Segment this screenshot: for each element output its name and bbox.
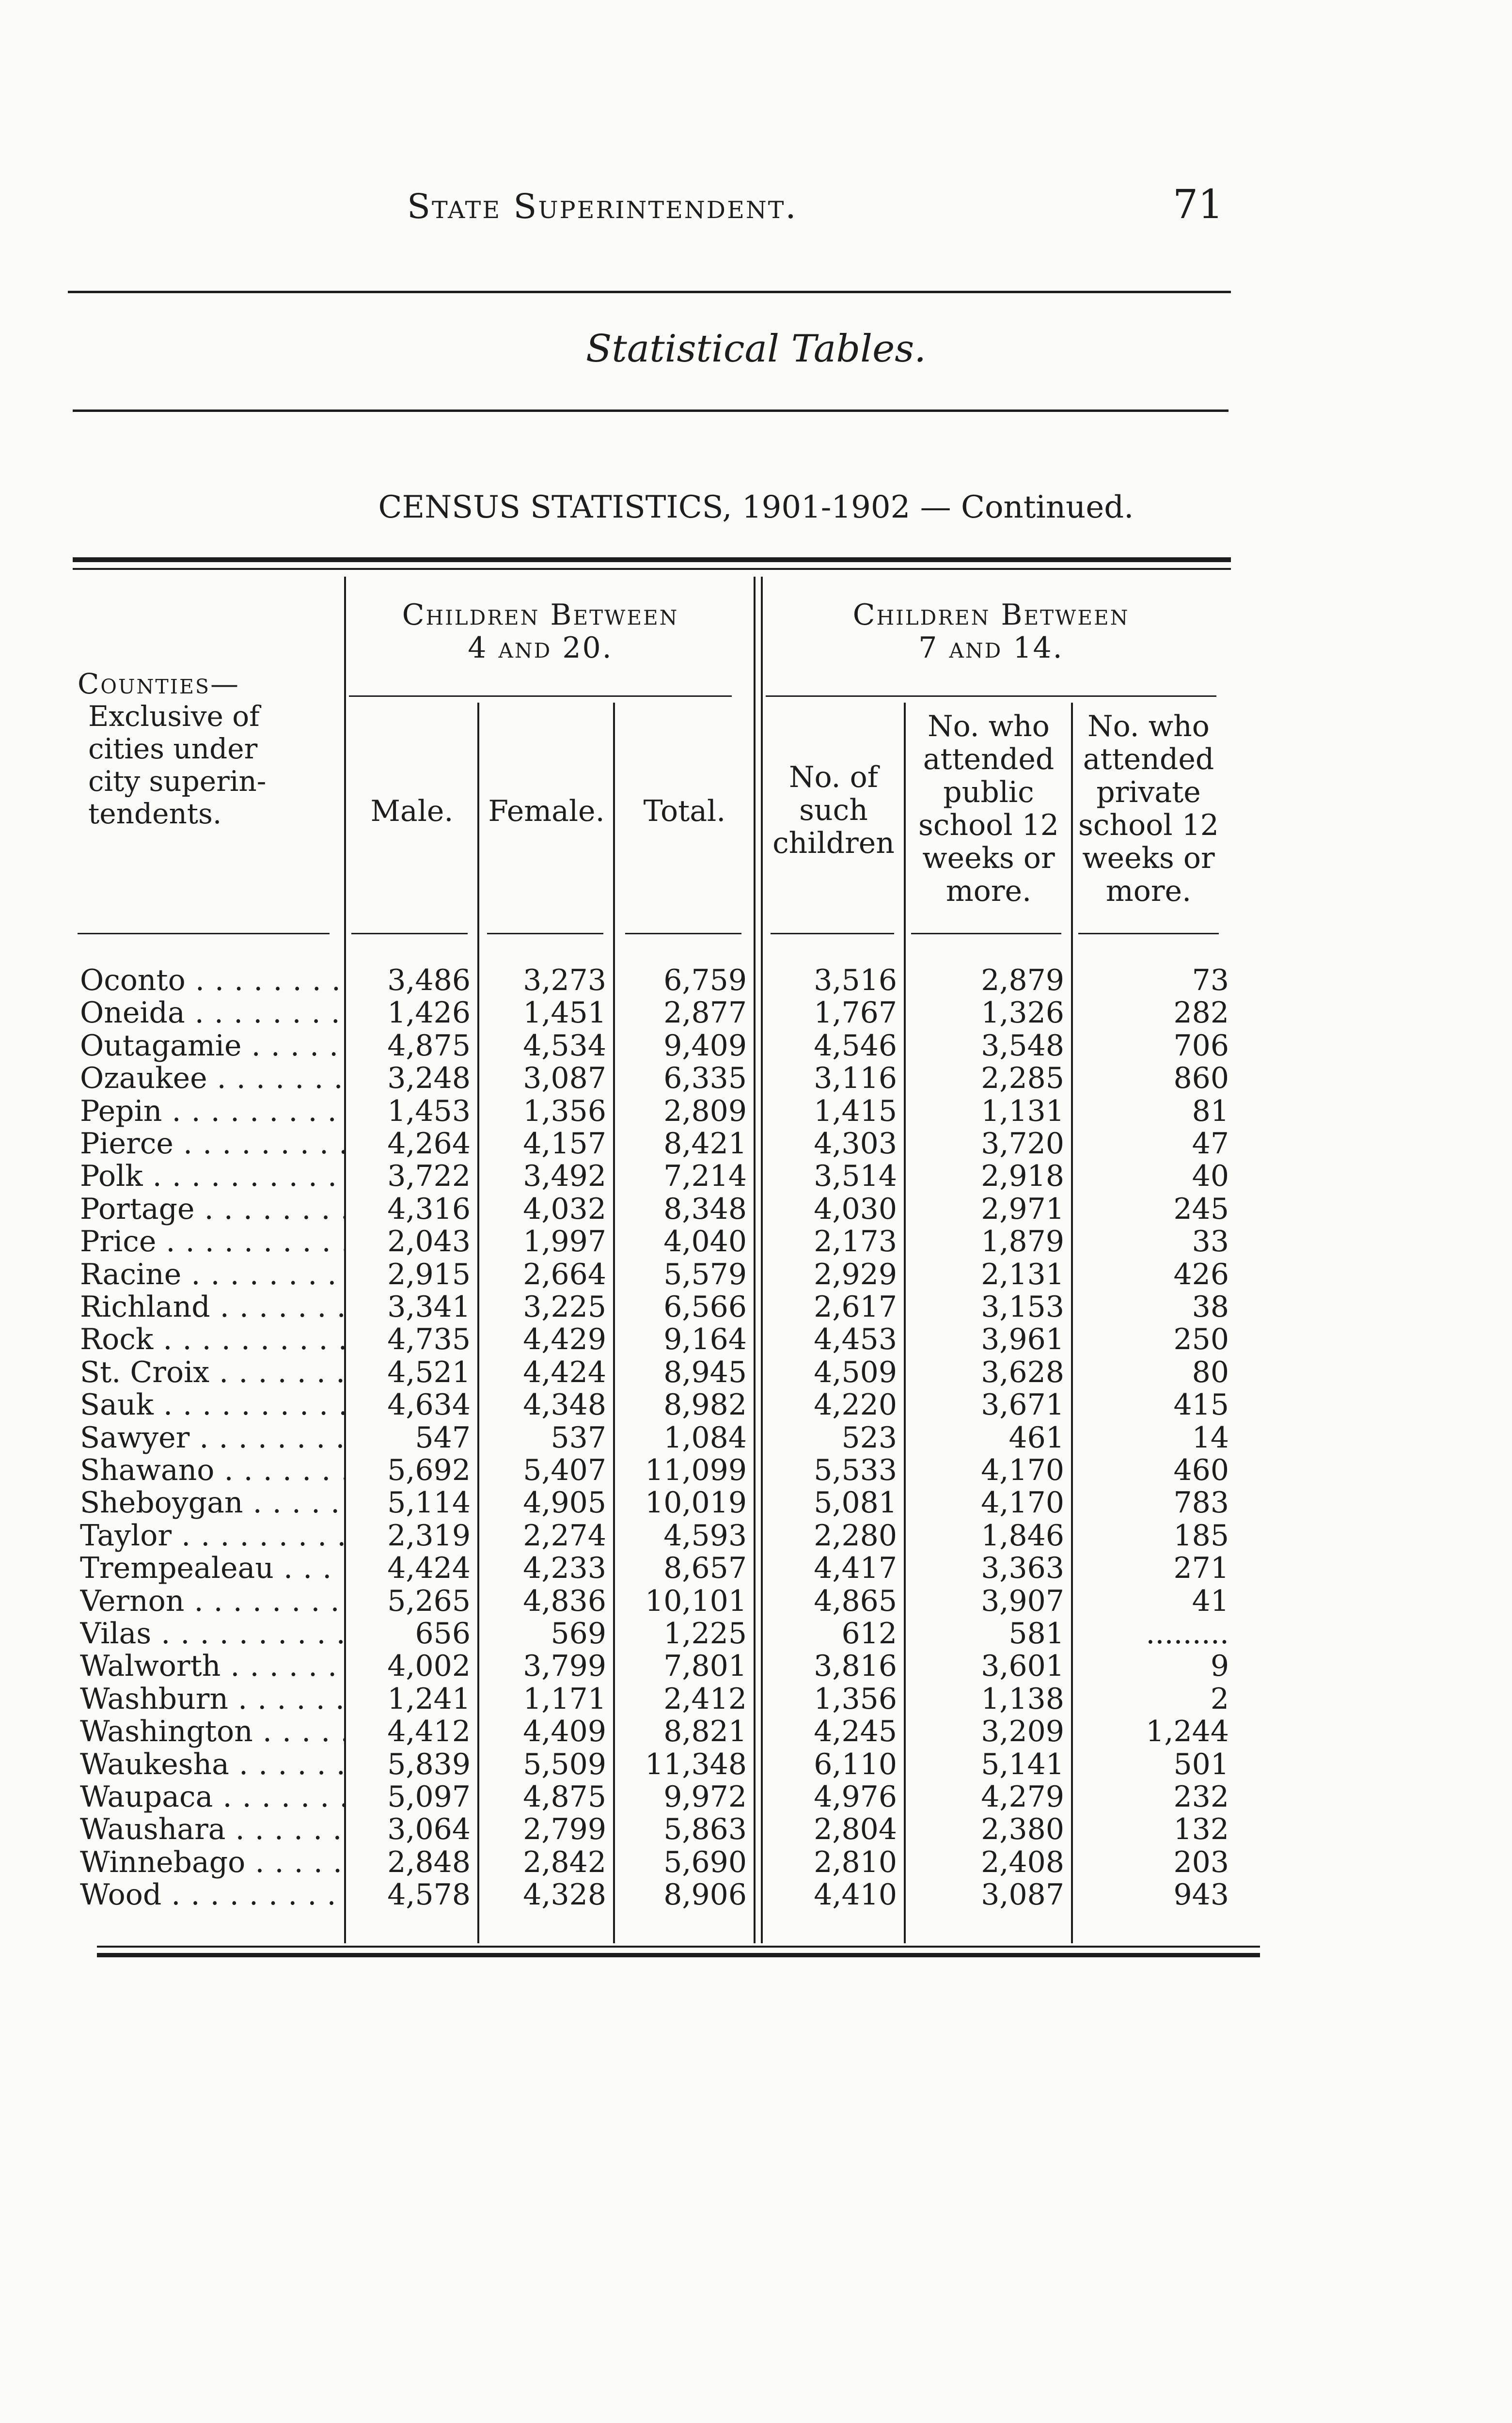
male-cell: 2,043 (387, 1225, 471, 1259)
male-cell: 656 (415, 1617, 471, 1651)
table-row (0, 1618, 1512, 1650)
counties-header-line: tendents. (88, 797, 222, 830)
private-header (1073, 710, 1224, 908)
children-cell: 3,516 (814, 963, 897, 997)
hdr-rule-counties (78, 933, 330, 934)
public-cell: 3,548 (981, 1028, 1064, 1063)
male-cell: 4,578 (387, 1878, 471, 1912)
subtitle: Statistical Tables. (585, 327, 927, 371)
private-cell: 245 (1173, 1192, 1229, 1226)
children-cell: 4,865 (814, 1584, 897, 1618)
male-cell: 4,424 (387, 1551, 471, 1586)
county-name: Pierce . . . (80, 1128, 344, 1160)
public-cell: 3,601 (981, 1649, 1064, 1684)
county-name: Oneida . . . (80, 997, 344, 1029)
total-cell: 8,821 (663, 1715, 747, 1749)
private-cell: 426 (1173, 1257, 1229, 1291)
group1-rule (349, 695, 732, 697)
table-row (0, 1879, 1512, 1911)
table-row (0, 1226, 1512, 1258)
county-name: Ozaukee . . . (80, 1062, 344, 1095)
counties-header-line: Counties— (78, 667, 240, 700)
table-row (0, 1062, 1512, 1095)
total-cell: 5,690 (663, 1845, 747, 1879)
private-cell: 132 (1173, 1812, 1229, 1847)
female-cell: 3,273 (523, 963, 606, 997)
table-row (0, 1748, 1512, 1781)
table-top-rule (73, 557, 1231, 562)
private-cell: 1,244 (1146, 1715, 1229, 1749)
private-cell: 33 (1192, 1225, 1229, 1259)
female-cell: 2,664 (523, 1257, 606, 1291)
private-header-line: weeks or (1082, 841, 1215, 875)
private-cell: 943 (1173, 1878, 1229, 1912)
hdr-rule-public (911, 933, 1061, 934)
public-cell: 3,628 (981, 1355, 1064, 1389)
total-cell: 8,945 (663, 1355, 747, 1389)
table-row (0, 1585, 1512, 1618)
public-cell: 3,363 (981, 1551, 1064, 1586)
female-cell: 2,799 (523, 1812, 606, 1847)
male-cell: 2,915 (387, 1257, 471, 1291)
male-cell: 3,486 (387, 963, 471, 997)
total-cell: 6,335 (663, 1061, 747, 1096)
female-cell: 3,087 (523, 1061, 606, 1096)
female-cell: 4,157 (523, 1127, 606, 1161)
group2-header-line: 7 and 14. (918, 631, 1064, 665)
children-cell: 3,514 (814, 1159, 897, 1194)
county-name: Polk . . . (80, 1160, 344, 1193)
private-cell: 9 (1210, 1649, 1229, 1684)
table-row (0, 1128, 1512, 1160)
public-header-line: No. who (928, 709, 1050, 743)
female-cell: 4,409 (523, 1715, 606, 1749)
group1-header-line: 4 and 20. (468, 631, 613, 665)
female-cell: 4,429 (523, 1322, 606, 1357)
total-cell: 8,906 (663, 1878, 747, 1912)
total-cell: 11,099 (645, 1453, 747, 1487)
private-cell: 41 (1192, 1584, 1229, 1618)
running-head: State Superintendent. (407, 187, 798, 226)
total-header: Total. (643, 794, 726, 828)
private-cell: 271 (1173, 1551, 1229, 1586)
county-name: Walworth . . . (80, 1650, 344, 1683)
table-row (0, 964, 1512, 997)
table-row (0, 1193, 1512, 1226)
county-name: Sheboygan . . . (80, 1487, 344, 1519)
public-header-line: more. (945, 874, 1032, 908)
private-header-line: private (1096, 775, 1201, 809)
total-cell: 2,412 (663, 1682, 747, 1716)
private-cell: 14 (1192, 1420, 1229, 1455)
public-cell: 2,131 (981, 1257, 1064, 1291)
public-cell: 3,907 (981, 1584, 1064, 1618)
counties-header-line: city superin- (88, 765, 267, 798)
children-cell: 523 (841, 1420, 897, 1455)
female-cell: 1,171 (523, 1682, 606, 1716)
table-row (0, 1030, 1512, 1062)
private-cell: 185 (1173, 1518, 1229, 1553)
children-cell: 4,303 (814, 1127, 897, 1161)
public-cell: 1,131 (981, 1094, 1064, 1128)
county-name: Richland . . . (80, 1291, 344, 1323)
children-cell: 2,810 (814, 1845, 897, 1879)
total-cell: 4,593 (663, 1518, 747, 1553)
female-header: Female. (488, 794, 605, 828)
public-cell: 2,879 (981, 963, 1064, 997)
table-row (0, 1095, 1512, 1128)
no-children-header-line: children (772, 826, 895, 860)
children-cell: 5,533 (814, 1453, 897, 1487)
public-cell: 2,285 (981, 1061, 1064, 1096)
total-cell: 10,101 (645, 1584, 747, 1618)
children-cell: 1,415 (814, 1094, 897, 1128)
private-cell: 38 (1192, 1290, 1229, 1324)
table-top-rule-thin (73, 568, 1231, 570)
public-cell: 581 (1008, 1617, 1064, 1651)
total-cell: 6,759 (663, 963, 747, 997)
private-cell: ......... (1146, 1617, 1229, 1651)
male-cell: 3,064 (387, 1812, 471, 1847)
public-cell: 3,087 (981, 1878, 1064, 1912)
public-cell: 2,408 (981, 1845, 1064, 1879)
no-children-header (763, 761, 904, 860)
private-cell: 47 (1192, 1127, 1229, 1161)
male-cell: 4,521 (387, 1355, 471, 1389)
female-cell: 4,348 (523, 1388, 606, 1422)
hdr-rule-female (487, 933, 603, 934)
total-cell: 1,084 (663, 1420, 747, 1455)
total-cell: 9,164 (663, 1322, 747, 1357)
table-row (0, 1552, 1512, 1585)
male-cell: 4,264 (387, 1127, 471, 1161)
public-cell: 1,326 (981, 996, 1064, 1030)
table-row (0, 1683, 1512, 1715)
female-cell: 4,032 (523, 1192, 606, 1226)
male-cell: 3,722 (387, 1159, 471, 1194)
total-cell: 5,863 (663, 1812, 747, 1847)
table-row (0, 1846, 1512, 1879)
female-cell: 1,356 (523, 1094, 606, 1128)
children-cell: 4,546 (814, 1028, 897, 1063)
private-header-line: attended (1083, 742, 1214, 776)
total-cell: 8,982 (663, 1388, 747, 1422)
table-row (0, 1813, 1512, 1846)
public-cell: 2,380 (981, 1812, 1064, 1847)
table-row (0, 1422, 1512, 1454)
total-cell: 4,040 (663, 1225, 747, 1259)
female-cell: 4,328 (523, 1878, 606, 1912)
female-cell: 2,842 (523, 1845, 606, 1879)
table-row (0, 1259, 1512, 1291)
table-row (0, 1160, 1512, 1193)
children-cell: 2,280 (814, 1518, 897, 1553)
table-bottom-rule-thick (97, 1953, 1260, 1957)
male-cell: 1,426 (387, 996, 471, 1030)
children-cell: 4,417 (814, 1551, 897, 1586)
public-header (906, 710, 1071, 908)
children-cell: 2,804 (814, 1812, 897, 1847)
children-cell: 3,116 (814, 1061, 897, 1096)
public-cell: 5,141 (981, 1747, 1064, 1781)
public-cell: 3,209 (981, 1715, 1064, 1749)
female-cell: 3,492 (523, 1159, 606, 1194)
hdr-rule-male (351, 933, 468, 934)
children-cell: 1,767 (814, 996, 897, 1030)
county-name: Wood . . . (80, 1879, 344, 1911)
county-name: Shawano . . . (80, 1454, 344, 1487)
table-row (0, 1520, 1512, 1552)
county-name: Racine . . . (80, 1259, 344, 1291)
private-cell: 2 (1210, 1682, 1229, 1716)
private-cell: 81 (1192, 1094, 1229, 1128)
hdr-rule-private (1078, 933, 1219, 934)
female-cell: 4,233 (523, 1551, 606, 1586)
male-header: Male. (370, 794, 454, 828)
public-cell: 4,279 (981, 1780, 1064, 1814)
table-bottom-rule (97, 1946, 1260, 1948)
total-cell: 1,225 (663, 1617, 747, 1651)
children-cell: 2,929 (814, 1257, 897, 1291)
county-name: Taylor . . . (80, 1520, 344, 1552)
table-row (0, 1323, 1512, 1356)
table-row (0, 997, 1512, 1029)
table-row (0, 1356, 1512, 1389)
female-cell: 4,875 (523, 1780, 606, 1814)
male-cell: 3,248 (387, 1061, 471, 1096)
group2-header-line: Children Between (852, 598, 1130, 632)
private-cell: 282 (1173, 996, 1229, 1030)
private-cell: 250 (1173, 1322, 1229, 1357)
table-row (0, 1291, 1512, 1323)
female-cell: 4,905 (523, 1486, 606, 1520)
table-row (0, 1650, 1512, 1683)
county-name: Vernon . . . (80, 1585, 344, 1618)
county-name: St. Croix . . . (80, 1356, 344, 1389)
private-header-line: school 12 (1078, 808, 1219, 842)
children-cell: 4,509 (814, 1355, 897, 1389)
private-cell: 706 (1173, 1028, 1229, 1063)
public-cell: 2,971 (981, 1192, 1064, 1226)
public-cell: 1,138 (981, 1682, 1064, 1716)
children-cell: 2,617 (814, 1290, 897, 1324)
county-name: Waushara . . . (80, 1813, 344, 1846)
public-cell: 461 (1008, 1420, 1064, 1455)
male-cell: 4,634 (387, 1388, 471, 1422)
total-cell: 10,019 (645, 1486, 747, 1520)
female-cell: 1,451 (523, 996, 606, 1030)
top-rule (68, 291, 1231, 293)
male-cell: 4,316 (387, 1192, 471, 1226)
male-cell: 2,319 (387, 1518, 471, 1553)
county-name: Sawyer . . . (80, 1422, 344, 1454)
total-cell: 7,801 (663, 1649, 747, 1684)
public-cell: 1,846 (981, 1518, 1064, 1553)
children-cell: 2,173 (814, 1225, 897, 1259)
total-cell: 9,972 (663, 1780, 747, 1814)
private-cell: 73 (1192, 963, 1229, 997)
total-cell: 9,409 (663, 1028, 747, 1063)
female-cell: 5,509 (523, 1747, 606, 1781)
private-cell: 783 (1173, 1486, 1229, 1520)
table-row (0, 1715, 1512, 1748)
counties-header-line: cities under (88, 732, 258, 765)
private-cell: 80 (1192, 1355, 1229, 1389)
public-cell: 3,153 (981, 1290, 1064, 1324)
male-cell: 4,412 (387, 1715, 471, 1749)
children-cell: 4,245 (814, 1715, 897, 1749)
male-cell: 5,839 (387, 1747, 471, 1781)
no-children-header-line: such (799, 793, 868, 827)
group1-header (349, 598, 732, 664)
public-cell: 3,720 (981, 1127, 1064, 1161)
children-cell: 4,410 (814, 1878, 897, 1912)
public-header-line: attended (923, 742, 1055, 776)
children-cell: 4,030 (814, 1192, 897, 1226)
total-cell: 6,566 (663, 1290, 747, 1324)
county-name: Outagamie . . . (80, 1030, 344, 1062)
public-cell: 4,170 (981, 1453, 1064, 1487)
female-cell: 3,225 (523, 1290, 606, 1324)
public-cell: 3,671 (981, 1388, 1064, 1422)
private-header-line: more. (1105, 874, 1192, 908)
group1-header-line: Children Between (402, 598, 679, 632)
table-title: CENSUS STATISTICS, 1901-1902 — Continued. (378, 489, 1134, 525)
public-cell: 1,879 (981, 1225, 1064, 1259)
private-cell: 232 (1173, 1780, 1229, 1814)
male-cell: 4,875 (387, 1028, 471, 1063)
subtitle-rule (73, 409, 1228, 412)
county-name: Price . . . (80, 1226, 344, 1258)
female-cell: 3,799 (523, 1649, 606, 1684)
public-header-line: school 12 (918, 808, 1059, 842)
counties-header-line: Exclusive of (88, 700, 260, 733)
table-row (0, 1781, 1512, 1813)
table-row (0, 1389, 1512, 1421)
county-name: Sauk . . . (80, 1389, 344, 1421)
male-cell: 2,848 (387, 1845, 471, 1879)
private-cell: 415 (1173, 1388, 1229, 1422)
hdr-rule-total (625, 933, 741, 934)
children-cell: 5,081 (814, 1486, 897, 1520)
county-name: Trempealeau . . . (80, 1552, 344, 1585)
private-cell: 460 (1173, 1453, 1229, 1487)
male-cell: 1,241 (387, 1682, 471, 1716)
total-cell: 7,214 (663, 1159, 747, 1194)
male-cell: 5,692 (387, 1453, 471, 1487)
female-cell: 537 (551, 1420, 606, 1455)
county-name: Waukesha . . . (80, 1748, 344, 1781)
county-name: Washington . . . (80, 1715, 344, 1748)
table-row (0, 1454, 1512, 1487)
total-cell: 8,421 (663, 1127, 747, 1161)
male-cell: 5,114 (387, 1486, 471, 1520)
total-cell: 5,579 (663, 1257, 747, 1291)
male-cell: 4,735 (387, 1322, 471, 1357)
male-cell: 1,453 (387, 1094, 471, 1128)
public-cell: 2,918 (981, 1159, 1064, 1194)
public-cell: 4,170 (981, 1486, 1064, 1520)
county-name: Oconto . . . (80, 964, 344, 997)
female-cell: 4,836 (523, 1584, 606, 1618)
group2-header (766, 598, 1216, 664)
female-cell: 4,424 (523, 1355, 606, 1389)
private-cell: 501 (1173, 1747, 1229, 1781)
female-cell: 569 (551, 1617, 606, 1651)
male-cell: 4,002 (387, 1649, 471, 1684)
public-header-line: public (943, 775, 1034, 809)
county-name: Vilas . . . (80, 1618, 344, 1650)
male-cell: 5,265 (387, 1584, 471, 1618)
group2-rule (766, 695, 1216, 697)
children-cell: 612 (841, 1617, 897, 1651)
male-cell: 547 (415, 1420, 471, 1455)
female-cell: 4,534 (523, 1028, 606, 1063)
public-cell: 3,961 (981, 1322, 1064, 1357)
total-cell: 2,809 (663, 1094, 747, 1128)
female-cell: 1,997 (523, 1225, 606, 1259)
total-cell: 8,348 (663, 1192, 747, 1226)
total-cell: 11,348 (645, 1747, 747, 1781)
private-cell: 40 (1192, 1159, 1229, 1194)
public-header-line: weeks or (922, 841, 1055, 875)
county-name: Washburn . . . (80, 1683, 344, 1715)
male-cell: 5,097 (387, 1780, 471, 1814)
male-cell: 3,341 (387, 1290, 471, 1324)
female-cell: 2,274 (523, 1518, 606, 1553)
county-name: Waupaca . . . (80, 1781, 344, 1813)
children-cell: 4,220 (814, 1388, 897, 1422)
children-cell: 4,976 (814, 1780, 897, 1814)
private-header-line: No. who (1087, 709, 1210, 743)
hdr-rule-children (771, 933, 894, 934)
page-number: 71 (1173, 182, 1224, 228)
children-cell: 4,453 (814, 1322, 897, 1357)
children-cell: 3,816 (814, 1649, 897, 1684)
table-row (0, 1487, 1512, 1519)
county-name: Portage . . . (80, 1193, 344, 1226)
private-cell: 203 (1173, 1845, 1229, 1879)
county-name: Rock . . . (80, 1323, 344, 1356)
county-name: Winnebago . . . (80, 1846, 344, 1879)
children-cell: 1,356 (814, 1682, 897, 1716)
total-cell: 8,657 (663, 1551, 747, 1586)
children-cell: 6,110 (814, 1747, 897, 1781)
female-cell: 5,407 (523, 1453, 606, 1487)
counties-header (78, 668, 266, 830)
county-name: Pepin . . . (80, 1095, 344, 1128)
total-cell: 2,877 (663, 996, 747, 1030)
no-children-header-line: No. of (788, 760, 879, 794)
private-cell: 860 (1173, 1061, 1229, 1096)
